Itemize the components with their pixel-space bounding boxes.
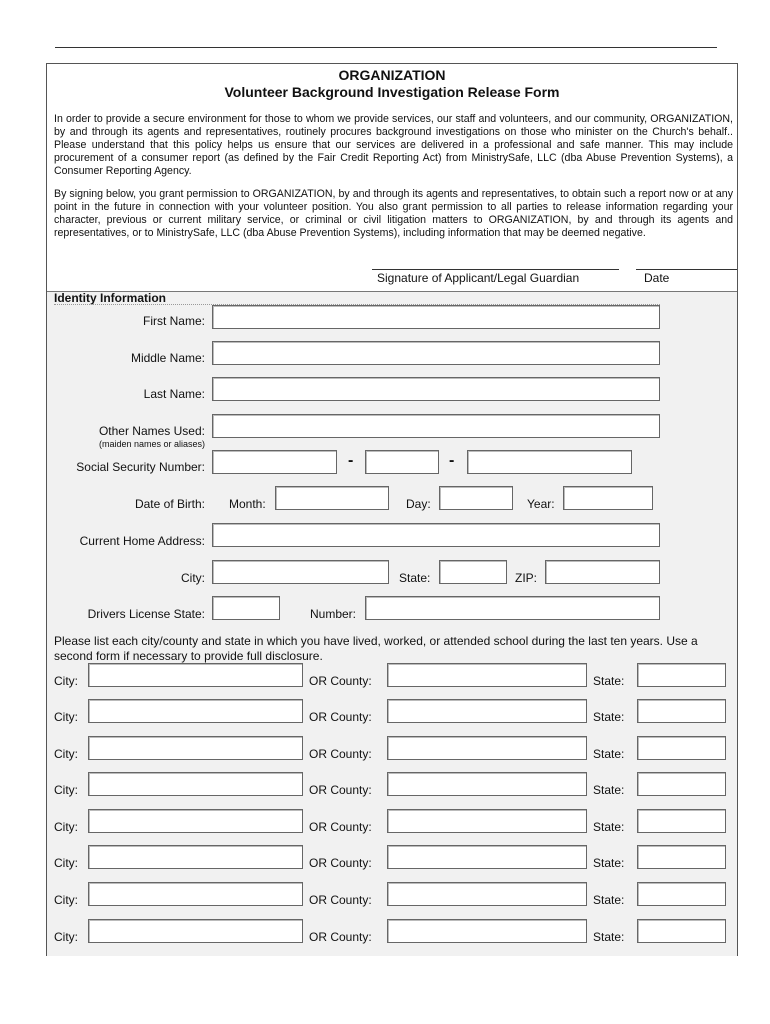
history-state-label: State:	[593, 710, 625, 724]
dl-state-field[interactable]	[212, 596, 280, 620]
history-county-label: OR County:	[309, 710, 372, 724]
city-field[interactable]	[212, 560, 389, 584]
history-city-label: City:	[54, 747, 78, 761]
history-city-label: City:	[54, 783, 78, 797]
history-state-field[interactable]	[637, 736, 726, 760]
other-names-hint: (maiden names or aliases)	[98, 439, 205, 449]
history-county-field[interactable]	[387, 699, 587, 723]
history-county-field[interactable]	[387, 736, 587, 760]
zip-label: ZIP:	[515, 571, 538, 585]
history-state-label: State:	[593, 674, 625, 688]
home-address-field[interactable]	[212, 523, 660, 547]
history-state-label: State:	[593, 930, 625, 944]
city-label: City:	[181, 571, 205, 585]
date-label: Date	[644, 271, 670, 285]
history-city-label: City:	[54, 893, 78, 907]
history-city-field[interactable]	[88, 882, 303, 906]
history-county-field[interactable]	[387, 809, 587, 833]
history-state-field[interactable]	[637, 845, 726, 869]
intro-paragraph-consent: By signing below, you grant permission to ORGANIZATION, by and through its agents and representatives, to obtain such a report now or at any point in the future in connection with your volunteer position. You also grant permission to all parties to release information regarding your character, previous or current military service, or criminal or civil litigation matters to ORGANIZATION, by and through its agents and representatives, or to MinistrySafe, LLC (dba Abuse Prevention Systems), including information that may be deemed negative.	[54, 188, 733, 240]
dl-number-label: Number:	[310, 607, 357, 621]
history-city-label: City:	[54, 674, 78, 688]
history-city-field[interactable]	[88, 919, 303, 943]
year-label: Year:	[527, 497, 555, 511]
history-county-field[interactable]	[387, 772, 587, 796]
last-name-label: Last Name:	[143, 387, 205, 401]
organization-title: ORGANIZATION	[338, 67, 446, 83]
history-county-label: OR County:	[309, 674, 372, 688]
history-state-field[interactable]	[637, 772, 726, 796]
identity-section-header: Identity Information	[54, 291, 166, 305]
middle-name-label: Middle Name:	[130, 351, 205, 365]
history-city-label: City:	[54, 856, 78, 870]
residence-history-instructions: Please list each city/county and state in which you have lived, worked, or attended school during the last ten years. Use a second form if necessary to provide full disclosure.	[54, 634, 698, 663]
history-county-field[interactable]	[387, 845, 587, 869]
history-county-label: OR County:	[309, 930, 372, 944]
history-state-label: State:	[593, 820, 625, 834]
history-city-label: City:	[54, 820, 78, 834]
history-city-field[interactable]	[88, 772, 303, 796]
history-state-field[interactable]	[637, 663, 726, 687]
middle-name-field[interactable]	[212, 341, 660, 365]
signature-line[interactable]	[372, 269, 619, 270]
form-title: Volunteer Background Investigation Release Form	[224, 84, 560, 100]
history-county-label: OR County:	[309, 747, 372, 761]
history-county-field[interactable]	[387, 663, 587, 687]
address-label: Current Home Address:	[79, 534, 205, 548]
history-county-label: OR County:	[309, 820, 372, 834]
history-state-label: State:	[593, 783, 625, 797]
date-line[interactable]	[636, 269, 737, 270]
birth-year-field[interactable]	[563, 486, 653, 510]
history-county-field[interactable]	[387, 882, 587, 906]
first-name-field[interactable]	[212, 305, 660, 329]
other-names-field[interactable]	[212, 414, 660, 438]
other-names-label: Other Names Used:	[98, 424, 205, 438]
history-county-field[interactable]	[387, 919, 587, 943]
state-field[interactable]	[439, 560, 507, 584]
dl-number-field[interactable]	[365, 596, 660, 620]
ssn-part-2-field[interactable]	[365, 450, 439, 474]
history-state-label: State:	[593, 856, 625, 870]
identity-section	[47, 291, 737, 956]
history-state-label: State:	[593, 893, 625, 907]
ssn-separator: -	[449, 452, 455, 469]
dob-label: Date of Birth:	[134, 497, 205, 511]
birth-day-field[interactable]	[439, 486, 513, 510]
history-city-label: City:	[54, 710, 78, 724]
first-name-label: First Name:	[142, 314, 205, 328]
history-city-field[interactable]	[88, 663, 303, 687]
birth-month-field[interactable]	[275, 486, 389, 510]
state-label: State:	[399, 571, 431, 585]
history-city-label: City:	[54, 930, 78, 944]
history-county-label: OR County:	[309, 783, 372, 797]
zip-field[interactable]	[545, 560, 660, 584]
history-city-field[interactable]	[88, 699, 303, 723]
last-name-field[interactable]	[212, 377, 660, 401]
history-county-label: OR County:	[309, 893, 372, 907]
history-state-field[interactable]	[637, 882, 726, 906]
ssn-label: Social Security Number:	[76, 460, 205, 474]
history-city-field[interactable]	[88, 736, 303, 760]
history-city-field[interactable]	[88, 845, 303, 869]
ssn-part-3-field[interactable]	[467, 450, 632, 474]
form-header-section	[47, 64, 737, 291]
history-state-field[interactable]	[637, 699, 726, 723]
ssn-separator: -	[348, 452, 354, 469]
month-label: Month:	[229, 497, 266, 511]
dl-state-label: Drivers License State:	[87, 607, 205, 621]
release-form	[46, 63, 738, 956]
history-state-field[interactable]	[637, 809, 726, 833]
history-state-label: State:	[593, 747, 625, 761]
history-state-field[interactable]	[637, 919, 726, 943]
signature-label: Signature of Applicant/Legal Guardian	[377, 271, 580, 285]
top-rule	[55, 47, 717, 48]
day-label: Day:	[406, 497, 431, 511]
history-county-label: OR County:	[309, 856, 372, 870]
intro-paragraph-policy: In order to provide a secure environment for those to whom we provide services, our staff and volunteers, and our community, ORGANIZATION, by and through its agents and representatives, routinely procures background investigations on those who minister on the Church's behalf.. Please understand that this policy helps us ensure that our services are delivered in a professional and safe manner. This may include procurement of a consumer report (as defined by the Fair Credit Reporting Act) from MinistrySafe, LLC (dba Abuse Prevention Systems), a Consumer Reporting Agency.	[54, 113, 733, 178]
ssn-part-1-field[interactable]	[212, 450, 337, 474]
history-city-field[interactable]	[88, 809, 303, 833]
